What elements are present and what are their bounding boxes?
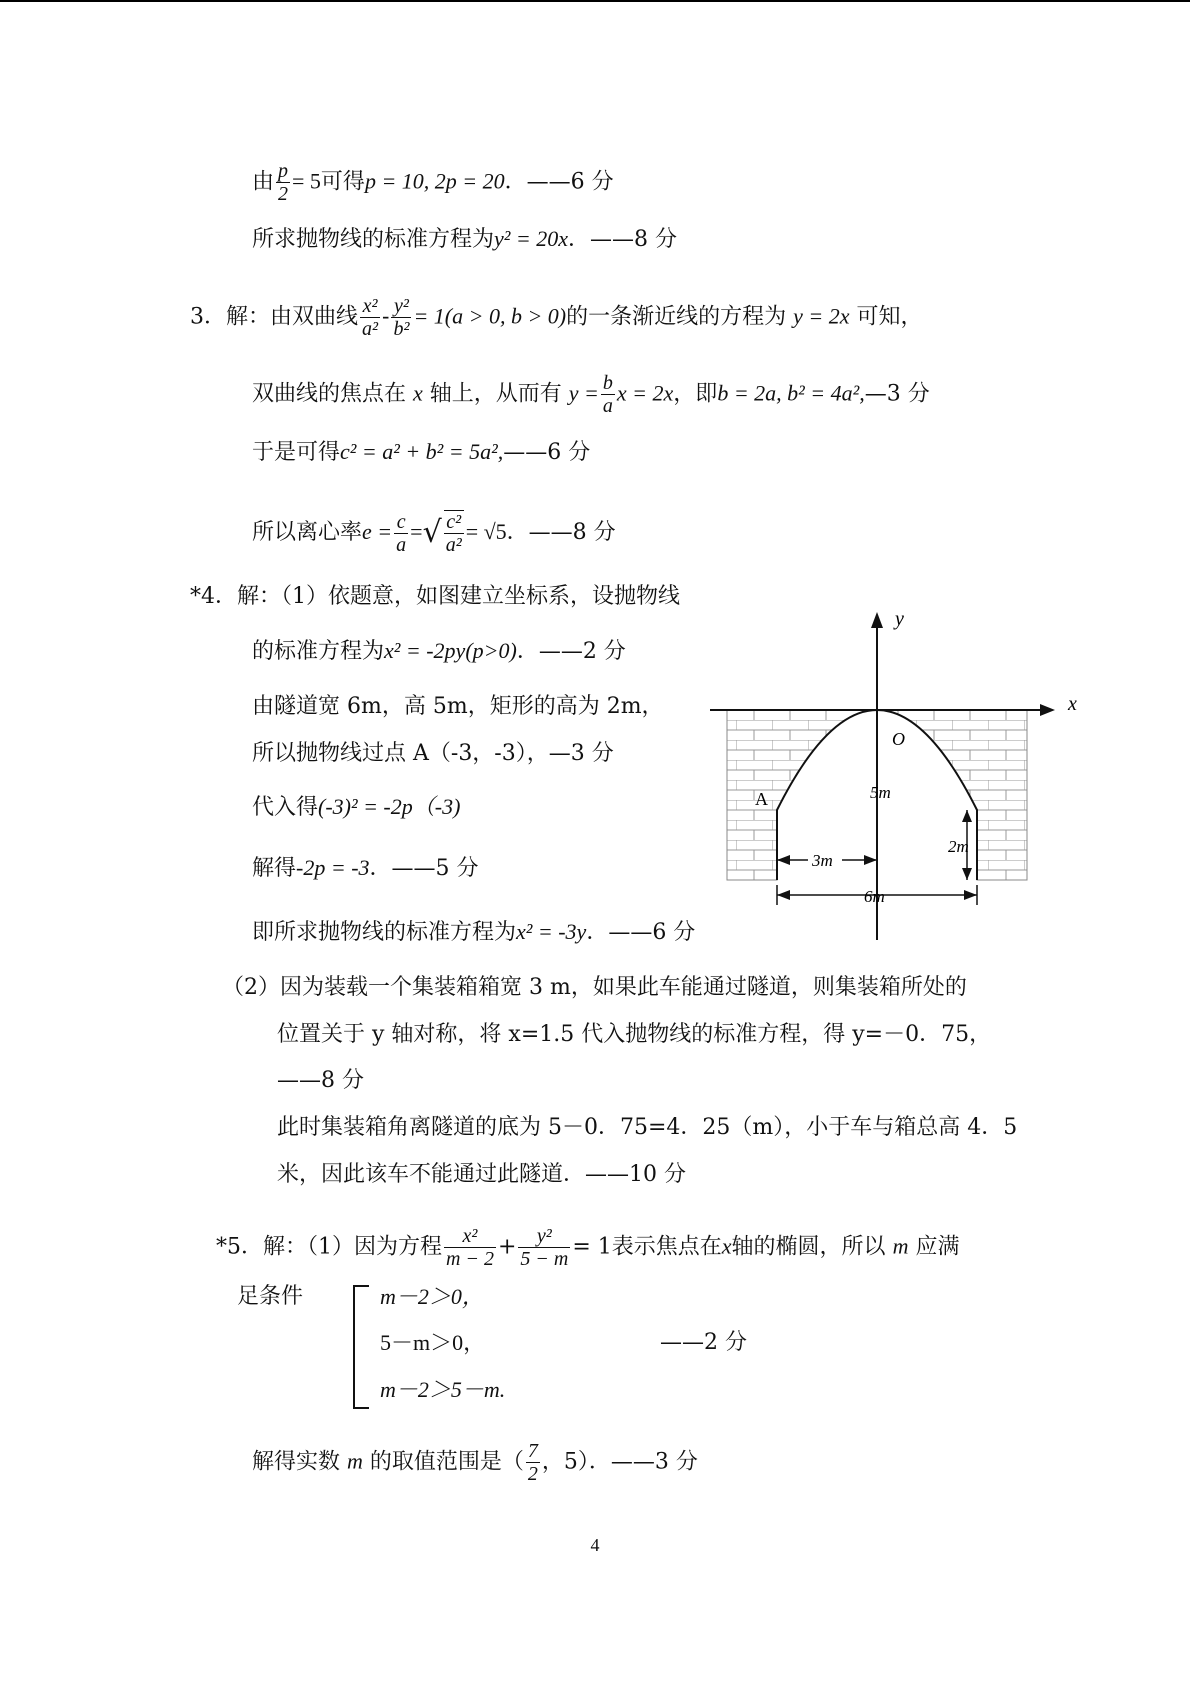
line-p4-part2-5: 米，因此该车不能通过此隧道．——10 分 — [277, 1162, 686, 1187]
line-p3-2: 双曲线的焦点在 x 轴上，从而有 y = $\frac{b}{a}$ x = 2x，即b = 2a, b² = 4a²,—3 分 — [252, 372, 930, 417]
line-p4-part2-1: （2）因为装载一个集装箱箱宽 3 m，如果此车能通过隧道，则集装箱所处的 — [222, 975, 967, 1000]
line-p4-part2-2: 位置关于 y 轴对称，将 x=1.5 代入抛物线的标准方程，得 y=－0．75， — [277, 1022, 992, 1047]
line-p4-4: 所以抛物线过点 A（-3，-3），—3 分 — [252, 741, 614, 766]
width-left-arrow-icon — [777, 890, 790, 900]
line-p4-2: 的标准方程为x² = -2py(p>0)．——2 分 — [252, 638, 626, 664]
point-a-label: A — [755, 789, 768, 809]
width-right-arrow-icon — [964, 890, 977, 900]
line-p3-4: 所以离心率e = $\frac{c}{a}$ =√ $\frac{\text{c²}}{\text{a²}}$ = √5．——8 分 — [252, 510, 616, 556]
line-p3-3: 于是可得c² = a² + b² = 5a²,——6 分 — [252, 439, 591, 465]
fraction-p-over-2: $\frac{p}{2}$ — [278, 160, 289, 205]
line-p5-final: 解得实数 m 的取值范围是（ $\frac{7}{2}$ ，5）．——3 分 — [252, 1440, 698, 1485]
down-arrow-icon — [962, 868, 972, 880]
half-width-label: 3m — [812, 851, 833, 870]
y-axis-arrow-icon — [871, 612, 883, 628]
line-p4-part2-4: 此时集装箱角离隧道的底为 5－0．75=4．25（m），小于车与箱总高 4．5 — [277, 1115, 1018, 1140]
condition-3: m－2＞5－m. — [380, 1377, 506, 1402]
up-arrow-icon — [962, 810, 972, 822]
system-brace — [353, 1285, 369, 1409]
line-p4-5: 代入得(-3)² = -2p（-3) — [252, 794, 461, 820]
left-arrow-icon — [777, 855, 790, 865]
line-p4-3: 由隧道宽 6m，高 5m，矩形的高为 2m， — [252, 694, 664, 719]
width-label: 6m — [864, 887, 885, 906]
condition-score: ——2 分 — [660, 1330, 747, 1355]
origin-label: O — [892, 729, 905, 749]
height-label: 5m — [870, 783, 891, 802]
header-rule — [0, 0, 1190, 2]
line-p2-1: 由 $\frac{p}{2}$ = 5可得p = 10, 2p = 20．——6 分 — [252, 160, 614, 205]
rect-height-label: 2m — [948, 837, 969, 856]
x-axis-label: x — [1068, 693, 1077, 715]
line-p5-2: 足条件 — [237, 1284, 304, 1309]
line-p3-1: 3．解：由双曲线 $\frac{\text{x²}}{\text{a²}}$ - $\frac{\text{y²}}{\text{b²}}$ = 1(a > 0, b > 0)的一条渐近线的方程为 y = 2x 可知， — [190, 295, 923, 340]
line-p5-1: *5．解：（1）因为方程 $\frac{\text{x²}}{m - 2}$ + $\frac{\text{y²}}{5 - m}$ = 1表示焦点在x轴的椭圆，所以 m 应满 — [216, 1225, 960, 1270]
page-number: 4 — [590, 1535, 600, 1555]
condition-1: m－2＞0， — [380, 1284, 484, 1309]
condition-2: 5－m＞0， — [380, 1330, 486, 1355]
tunnel-figure — [700, 600, 1090, 945]
right-arrow-icon — [864, 855, 877, 865]
x-axis-arrow-icon — [1040, 704, 1055, 716]
line-p2-2: 所求抛物线的标准方程为y² = 20x．——8 分 — [252, 226, 677, 252]
y-axis-label: y — [895, 608, 904, 630]
line-p4-part2-3: ——8 分 — [277, 1068, 364, 1093]
line-p4-1: *4．解：（1）依题意，如图建立坐标系，设抛物线 — [190, 584, 680, 609]
line-p4-6: 解得-2p = -3．——5 分 — [252, 855, 479, 881]
line-p4-7: 即所求抛物线的标准方程为x² = -3y．——6 分 — [252, 919, 696, 945]
